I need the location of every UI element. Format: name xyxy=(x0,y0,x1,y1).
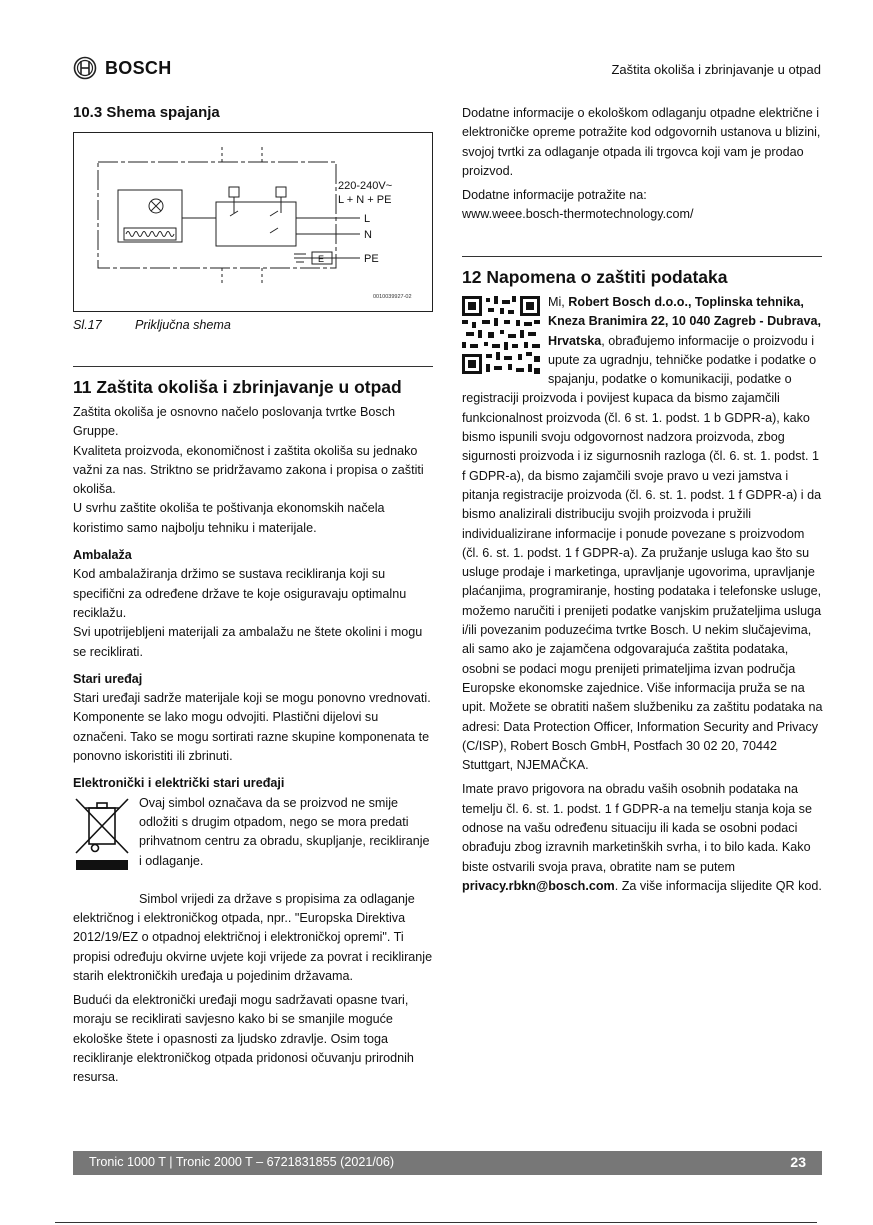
bosch-logo xyxy=(73,56,172,80)
old-device-paragraph-2: Komponente se lako mogu odvojiti. Plastični dijelovi su označeni. Tako se mogu sortirati razne skupine komponenata te ponovno iskoristiti ili zbrinuti. xyxy=(73,710,430,764)
bottom-divider xyxy=(55,1222,817,1223)
figure-caption xyxy=(73,318,231,332)
weee-block xyxy=(73,794,435,890)
disposal-info-paragraph: Dodatne informacije o ekološkom odlaganju otpadne električne i elektroničke opreme potražite kod odgovornih ustanova u blizini, svojoj tvrtki za odlaganje otpada ili trgovca koji vam je prodao proizvod. xyxy=(462,106,821,178)
diagram-terminal-pe: PE xyxy=(364,253,379,265)
crossed-bin-icon xyxy=(73,796,131,874)
packaging-paragraph-2: Svi upotrijebljeni materijali za ambalažu ne štete okolini i mogu se reciklirati. xyxy=(73,625,423,659)
section-12-body xyxy=(462,293,824,896)
privacy-body-1: , obrađujemo informacije o proizvodu i upute za ugradnju, tehničke podatke i podatke o spajanju, podatke o komunikaciji, podatke o registraciji proizvoda i povijest kupaca da bismo zajamčili funkcionalnost proizvoda (čl. 6 st. 1. podst. 1 b GDPR-a), kako bismo ispunili svoju odgovornost nadzora proizvoda, zbog sigurnosti proizvoda i iz sigurnosnih razloga (čl. 6. st. 1. podst. 1 f GDPR-a), da bismo zajamčili svoje pravo u vezi jamstva i pitanja registracije proizvoda (čl. 6. st. 1. podst. 1 f GDPR-a) i da bismo analizirali distribuciju svojih proizvoda i pružili individualizirane informacije i ponude povezane s proizvodom (čl. 6. st. 1. podst. 1 f GDPR-a). Za pružanje usluga kao što su usluge prodaje i marketinga, upravljanje ugovorima, upravljanje plaćanjima, programiranje, hosting podataka i telefonske usluge, možemo naručiti i prenijeti podatke vanjskim pružateljima usluga i/ili povezanim poduzećima tvrtke Bosch. U nekim slučajevima, ali samo ako je zajamčena odgovarajuća zaštita podataka, osobni se podaci mogu prenijeti primateljima izvan područja Europske ekonomske zajednice. Više informacija pruža se na upit. Možete se obratiti našem službeniku za zaštitu podataka na adresi: Data Protection Officer, Information Security and Privacy (C/ISP), Robert Bosch GmbH, Postfach 30 02 20, 70442 Stuttgart, NJEMAČKA. xyxy=(462,333,823,773)
wiring-diagram-svg xyxy=(74,133,432,311)
diagram-phase-config: L + N + PE xyxy=(338,194,392,206)
old-device-paragraph-1: Stari uređaji sadrže materijale koji se mogu ponovno vrednovati. xyxy=(73,691,431,706)
privacy-intro: Mi, xyxy=(548,295,569,309)
qr-code-icon[interactable] xyxy=(462,296,540,374)
section-divider-right xyxy=(462,256,822,257)
company-name: Robert Bosch d.o.o., Toplinska tehnika, Kneza Branimira 22, 10 040 Zagreb - Dubrava, Hrvatska xyxy=(548,295,821,348)
section-11-body xyxy=(73,403,435,1088)
privacy-body-3: . Za više informacija slijedite QR kod. xyxy=(614,878,822,893)
old-device-heading: Stari uređaj xyxy=(73,671,143,686)
right-column-top xyxy=(462,104,824,225)
weee-heading: Elektronički i električki stari uređaji xyxy=(73,776,285,791)
diagram-terminal-l: L xyxy=(364,213,371,225)
footer-document-id: Tronic 1000 T | Tronic 2000 T – 6721831855 (2021/06) xyxy=(89,1155,395,1169)
diagram-terminal-e: E xyxy=(318,254,325,264)
page-footer xyxy=(73,1151,822,1175)
privacy-email-link[interactable]: privacy.rbkn@bosch.com xyxy=(462,878,615,893)
section-10-3-title: 10.3 Shema spajanja xyxy=(73,104,220,121)
weee-url-link[interactable]: www.weee.bosch-thermotechnology.com/ xyxy=(462,207,694,222)
weee-paragraph-2: Simbol vrijedi za države s propisima za odlaganje električnog i elektroničkog otpada, npr.. "Europska Direktiva 2012/19/EZ o otpadnoj električnoj i elektroničkoj opremi". Ti propisi određuju okvirne uvjete koji vrijede za povrat i recikliranje starih elektroničkih uređaja u pojedinim državama. xyxy=(73,891,433,983)
more-info-label: Dodatne informacije potražite na: xyxy=(462,188,647,203)
diagram-terminal-n: N xyxy=(364,229,372,241)
running-header: Zaštita okoliša i zbrinjavanje u otpad xyxy=(611,62,821,77)
diagram-voltage: 220-240V~ xyxy=(338,180,393,192)
section-12-title: 12 Napomena o zaštiti podataka xyxy=(462,267,728,287)
privacy-body-2: Imate pravo prigovora na obradu vaših osobnih podataka na temelju čl. 6. st. 1. podst. 1 f GDPR-a na temelju stanja koja se odnose na vašu određenu situaciju ili kada se osobni podaci obrađuju zbog izravnih marketinških svrha, i to bilo kada. Kako biste ostvarili svoja prava, obratite nam se putem xyxy=(462,782,812,874)
diagram-code: 0010039927-02 xyxy=(373,294,412,300)
packaging-heading: Ambalaža xyxy=(73,548,132,563)
page-number: 23 xyxy=(790,1154,806,1170)
brand-name: BOSCH xyxy=(105,57,172,78)
caption-number: Sl.17 xyxy=(73,318,102,332)
weee-paragraph-3: Budući da elektronički uređaji mogu sadržavati opasne tvari, moraju se reciklirati savjesno kako bi se smanjile moguće ekološke štete i opasnosti za ljudsko zdravlje. Osim toga recikliranje elektroničkog otpada pridonosi očuvanju prirodnih resursa. xyxy=(73,993,414,1085)
bosch-armature-icon xyxy=(73,56,97,80)
weee-paragraph-1: Ovaj simbol označava da se proizvod ne smije odložiti s drugim otpadom, nego se mora predati prihvatnom centru za obradu, skupljanje, recikliranje i odlaganje. xyxy=(139,795,430,868)
s11-paragraph-3: U svrhu zaštite okoliša te poštivanja ekonomskih načela koristimo samo najbolju tehniku i materijale. xyxy=(73,501,385,535)
s11-paragraph-2: Kvaliteta proizvoda, ekonomičnost i zaštita okoliša su jednako važni za nas. Striktno se pridržavamo zakona i propisa o zaštiti okoliša. xyxy=(73,443,424,497)
s11-paragraph-1: Zaštita okoliša je osnovno načelo poslovanja tvrtke Bosch Gruppe. xyxy=(73,405,396,439)
packaging-paragraph-1: Kod ambalažiranja držimo se sustava recikliranja koji su specifični za određene države te koje osiguravaju optimalnu reciklažu. xyxy=(73,567,407,620)
section-divider xyxy=(73,366,433,367)
section-11-title: 11 Zaštita okoliša i zbrinjavanje u otpad xyxy=(73,377,402,397)
caption-text: Priključna shema xyxy=(135,318,231,332)
privacy-paragraph-2 xyxy=(462,780,824,896)
wiring-diagram xyxy=(73,132,433,312)
